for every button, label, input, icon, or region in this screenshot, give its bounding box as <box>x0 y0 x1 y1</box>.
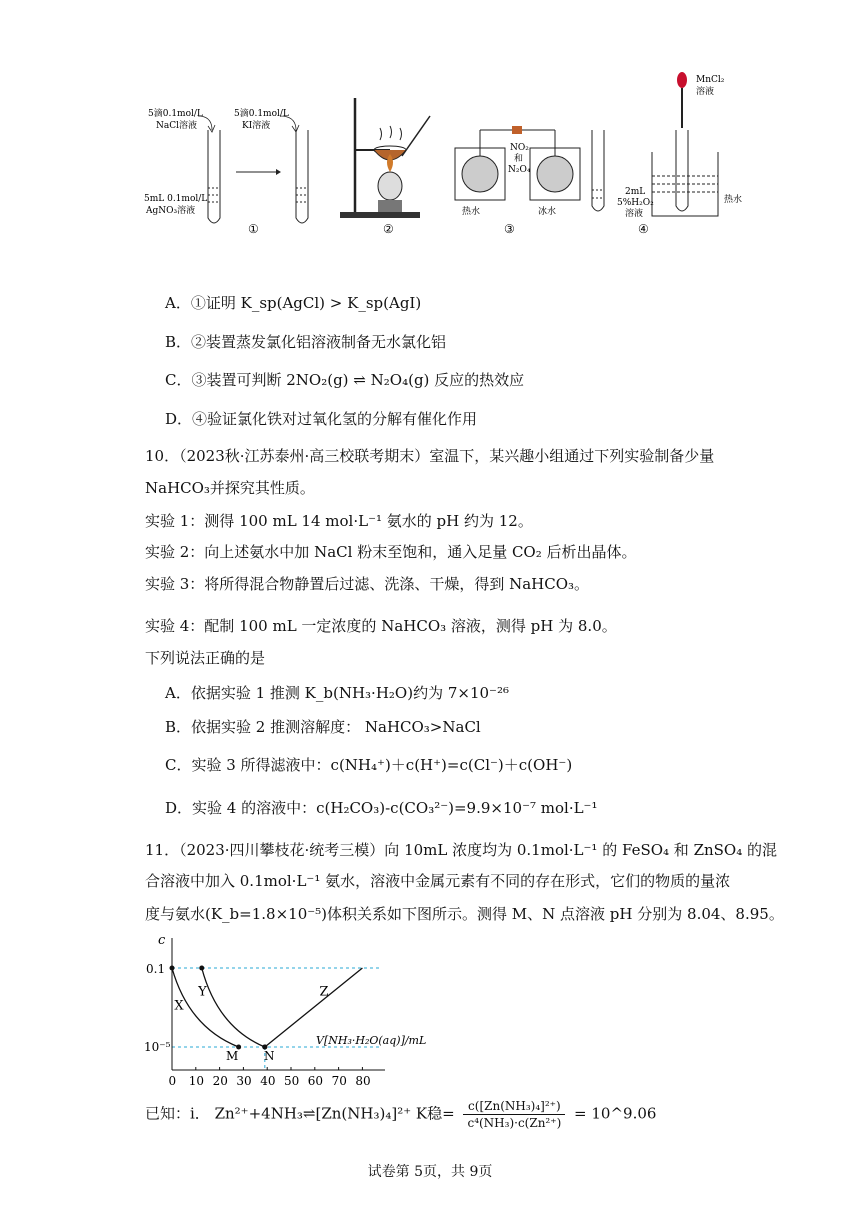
chart-x-tick-10: 10 <box>188 1074 205 1088</box>
fig1-test-tubes <box>144 107 308 236</box>
chart-x-tick-60: 60 <box>307 1074 324 1088</box>
fig1-reagent-nacl-b: NaCl溶液 <box>156 121 198 131</box>
fig1-reagent-nacl-a: 5滴0.1mol/L <box>148 109 203 119</box>
chart-x-tick-50: 50 <box>284 1074 300 1088</box>
chart-y-tick-1e-5: 10⁻⁵ <box>144 1040 171 1054</box>
chart-series-y <box>202 968 265 1047</box>
apparatus-figure <box>140 68 780 240</box>
q11-known-text: 已知：i． Zn²⁺+4NH₃⇌[Zn(NH₃)₄]²⁺ K稳= <box>145 1104 455 1123</box>
chart-y-label: c <box>158 933 166 948</box>
q10-stem-line1: 10．（2023秋·江苏泰州·高三校联考期末）室温下，某兴趣小组通过下列实验制备少量 <box>145 447 715 465</box>
q10-experiment-2: 实验 2：向上述氨水中加 NaCl 粉末至饱和，通入足量 CO₂ 后析出晶体。 <box>145 543 637 561</box>
chart-point-n: N <box>264 1049 275 1063</box>
q11-stem-line3: 度与氨水(K_b=1.8×10⁻⁵)体积关系如下图所示。测得 M、N 点溶液 pH 分别为 8.04、8.95。 <box>145 905 784 923</box>
fig2-number: ② <box>383 222 394 236</box>
q10-experiment-1: 实验 1：测得 100 mL 14 mol·L⁻¹ 氨水的 pH 约为 12。 <box>145 512 533 530</box>
q11-stem-line2: 合溶液中加入 0.1mol·L⁻¹ 氨水，溶液中金属元素有不同的存在形式，它们的物质的量浓 <box>145 872 731 890</box>
chart-series-label-z: Z <box>319 984 329 1000</box>
fig4-volume: 2mL <box>625 187 646 197</box>
chart-point-m: M <box>226 1049 239 1063</box>
q10-experiment-4: 实验 4：配制 100 mL 一定浓度的 NaHCO₃ 溶液，测得 pH 为 8.0。 <box>145 617 617 635</box>
q10-option-a: A．依据实验 1 推测 K_b(NH₃·H₂O)约为 7×10⁻²⁶ <box>165 684 509 702</box>
q11-fraction-denominator: c⁴(NH₃)·c(Zn²⁺) <box>467 1116 562 1130</box>
fig3-hot-water: 热水 <box>462 207 481 217</box>
chart-x-tick-40: 40 <box>260 1074 276 1088</box>
q10-option-c: C．实验 3 所得滤液中：c(NH₄⁺)＋c(H⁺)=c(Cl⁻)＋c(OH⁻) <box>165 756 573 774</box>
chart-x-tick-20: 20 <box>212 1074 228 1088</box>
q10-question: 下列说法正确的是 <box>145 649 266 667</box>
chart-x-tick-80: 80 <box>355 1074 371 1088</box>
q9-option-c: C．③装置可判断 2NO₂(g) ⇌ N₂O₄(g) 反应的热效应 <box>165 371 525 389</box>
fig1-number: ① <box>248 222 259 236</box>
q10-stem-line2: NaHCO₃并探究其性质。 <box>145 479 315 497</box>
page-footer: 试卷第 5页，共 9页 <box>367 1164 493 1180</box>
concentration-volume-chart <box>140 930 427 1090</box>
fig4-dropper-solution: 溶液 <box>696 87 715 97</box>
q9-option-d: D．④验证氯化铁对过氧化氢的分解有催化作用 <box>165 410 478 428</box>
fig3-gas-n2o4: N₂O₄ <box>508 165 531 175</box>
fig1-reagent-ki-a: 5滴0.1mol/L <box>234 109 289 119</box>
fig4-solution-b: 溶液 <box>625 209 644 219</box>
q10-experiment-3: 实验 3：将所得混合物静置后过滤、洗涤、干燥，得到 NaHCO₃。 <box>145 575 590 593</box>
chart-point-x-start <box>170 966 175 971</box>
fig3-gas-no2: NO₂ <box>510 143 529 153</box>
fig3-ice-water: 冰水 <box>538 207 557 217</box>
q11-known <box>145 1098 656 1131</box>
chart-series-label-x: X <box>174 998 184 1014</box>
fig4-solution-a: 5%H₂O₂ <box>617 198 654 208</box>
chart-point-y-start <box>199 966 204 971</box>
chart-series-label-y: Y <box>198 984 207 1000</box>
q11-stem-line1: 11．（2023·四川攀枝花·统考三模）向 10mL 浓度均为 0.1mol·L⁻¹ 的 FeSO₄ 和 ZnSO₄ 的混 <box>145 841 778 859</box>
fig4-h2o2-setup <box>592 72 742 236</box>
q11-fraction-numerator: c([Zn(NH₃)₄]²⁺) <box>463 1098 565 1115</box>
q9-option-a: A．①证明 K_sp(AgCl) > K_sp(AgI) <box>165 294 422 312</box>
fig2-evaporation-setup <box>340 98 430 236</box>
q10-option-b: B．依据实验 2 推测溶解度： NaHCO₃>NaCl <box>165 718 481 736</box>
fig4-number: ④ <box>638 222 649 236</box>
chart-y-tick-0-1: 0.1 <box>146 962 166 976</box>
fig4-dropper-mncl2: MnCl₂ <box>696 75 725 85</box>
fig1-reagent-agno3-a: 5mL 0.1mol/L <box>144 194 208 204</box>
chart-x-tick-70: 70 <box>331 1074 347 1088</box>
fig1-reagent-agno3-b: AgNO₃溶液 <box>146 206 196 216</box>
chart-x-tick-30: 30 <box>236 1074 252 1088</box>
fig1-reagent-ki-b: KI溶液 <box>242 121 271 131</box>
q10-option-d: D．实验 4 的溶液中：c(H₂CO₃)-c(CO₃²⁻)=9.9×10⁻⁷ mol·L⁻¹ <box>165 799 598 817</box>
chart-x-tick-0: 0 <box>168 1074 177 1088</box>
chart-x-label: V[NH₃·H₂O(aq)]/mL <box>316 1034 427 1047</box>
fig3-no2-n2o4-setup <box>455 126 580 236</box>
fig3-number: ③ <box>504 222 515 236</box>
q11-fraction-value: = 10^9.06 <box>574 1104 657 1123</box>
fig4-hot-water: 热水 <box>724 195 743 205</box>
fig3-gas-and: 和 <box>514 154 524 164</box>
q9-option-b: B．②装置蒸发氯化铝溶液制备无水氯化铝 <box>165 333 447 351</box>
